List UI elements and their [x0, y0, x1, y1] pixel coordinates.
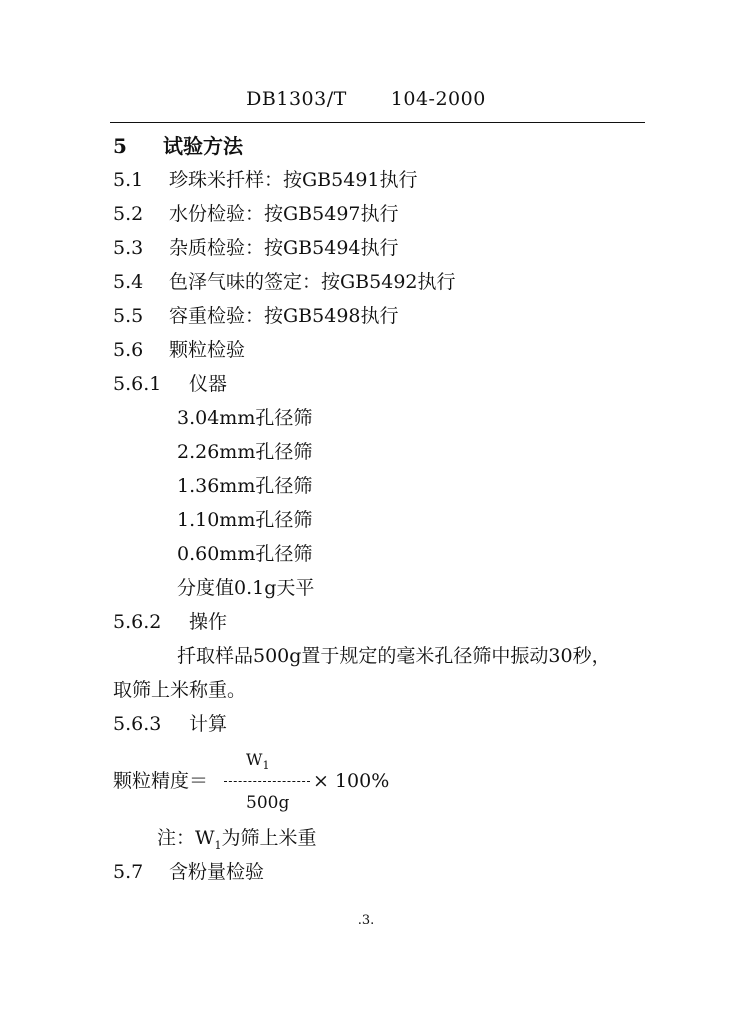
operation-paragraph-line-2: 取筛上米称重。 [113, 679, 247, 701]
standard-code: DB1303/T [246, 88, 347, 110]
formula-numerator: $W_1$ [246, 750, 270, 773]
instrument-item: 1.10mm孔径筛 [177, 509, 313, 531]
formula-lhs: 颗粒精度＝ [113, 770, 209, 792]
item-5-4: 5.4 色泽气味的签定：按GB5492执行 [113, 271, 456, 293]
item-5-5: 5.5 容重检验：按GB5498执行 [113, 305, 399, 327]
formula-denominator: 500g [246, 793, 290, 813]
instrument-item: 2.26mm孔径筛 [177, 441, 313, 463]
item-5-3: 5.3 杂质检验：按GB5494执行 [113, 237, 399, 259]
page-number: .3. [357, 913, 375, 928]
formula-note: 注：$W_1$为筛上米重 [157, 827, 317, 852]
item-5-6: 5.6 颗粒检验 [113, 339, 246, 361]
section-5-6-2-heading: 5.6.2 操作 [113, 611, 228, 633]
header-rule [110, 122, 645, 123]
instrument-item: 0.60mm孔径筛 [177, 543, 313, 565]
instrument-item: 1.36mm孔径筛 [177, 475, 313, 497]
section-5-6-3-heading: 5.6.3 计算 [113, 713, 228, 735]
section-5-heading: 5 试验方法 [113, 134, 243, 158]
item-5-1: 5.1 珍珠米扦样：按GB5491执行 [113, 169, 418, 191]
standard-number: 104-2000 [390, 88, 486, 110]
section-5-7-heading: 5.7 含粉量检验 [113, 861, 265, 883]
section-5-6-1-heading: 5.6.1 仪器 [113, 373, 228, 395]
instrument-item: 3.04mm孔径筛 [177, 407, 313, 429]
document-header [0, 88, 732, 110]
fraction-bar [224, 781, 310, 782]
instrument-item: 分度值0.1g天平 [177, 577, 315, 599]
formula-multiplier: × 100% [313, 770, 390, 792]
operation-paragraph-line-1: 扦取样品500g置于规定的毫米孔径筛中振动30秒， [177, 645, 611, 667]
item-5-2: 5.2 水份检验：按GB5497执行 [113, 203, 399, 225]
